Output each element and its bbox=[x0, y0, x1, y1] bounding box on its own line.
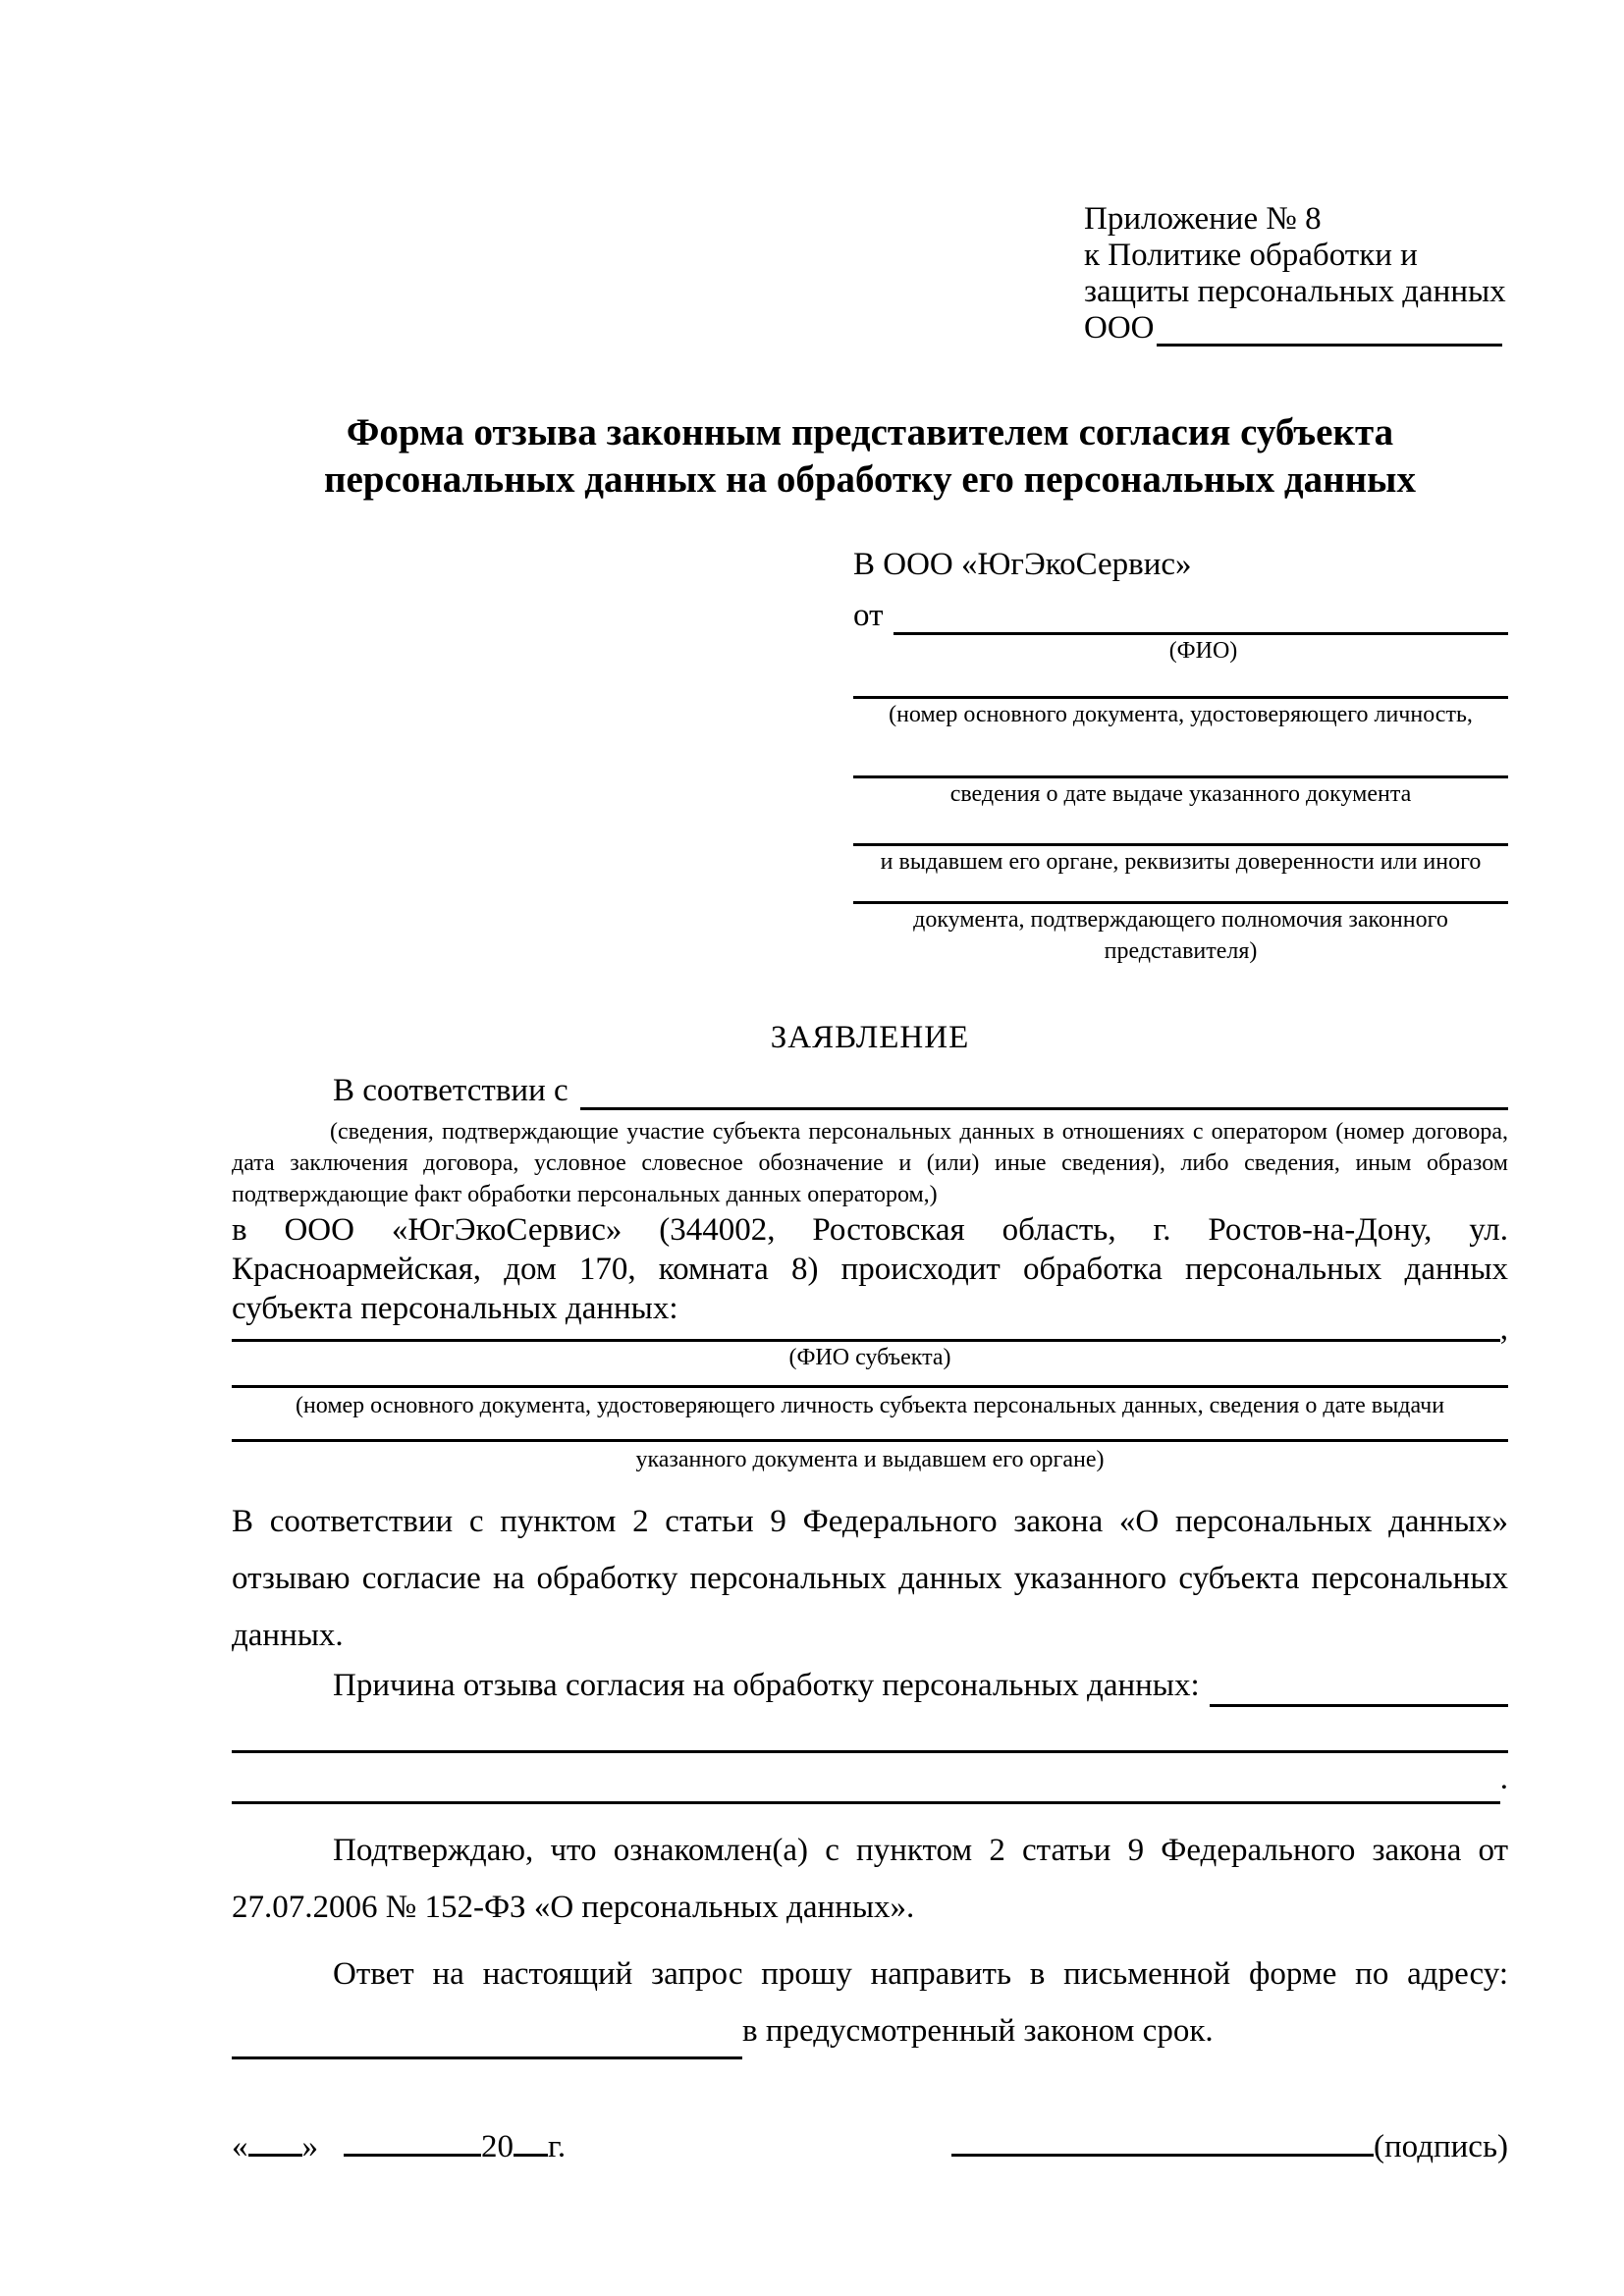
day-quote-open: « bbox=[232, 2129, 248, 2164]
signature-line bbox=[951, 2120, 1508, 2168]
appendix-number: Приложение № 8 bbox=[1084, 201, 1322, 237]
intro-row bbox=[232, 1071, 1508, 1110]
withdrawal-paragraph: В соответствии с пунктом 2 статьи 9 Федерального закона «О персональных данных» отзываю согласие на обработку персональных данных указанного субъекта персональных данных. bbox=[232, 1504, 1508, 1653]
subject-fio-blank bbox=[232, 1315, 1500, 1342]
from-label: от bbox=[853, 598, 884, 633]
appendix-header bbox=[1084, 201, 1508, 347]
reason-trailing-period: . bbox=[1499, 1761, 1508, 1796]
month-blank bbox=[344, 2121, 481, 2157]
statement-heading: ЗАЯВЛЕНИЕ bbox=[770, 1020, 970, 1055]
from-row bbox=[853, 596, 1508, 635]
representative-doc-blank-4 bbox=[853, 878, 1508, 904]
representative-doc-blank-2 bbox=[853, 730, 1508, 778]
operator-paragraph: в ООО «ЮгЭкоСервис» (344002, Ростовская область, г. Ростов-на-Дону, ул. Красноармейская, дом 170, комната 8) происходит обработка персональных данных субъекта персональных данных: bbox=[232, 1212, 1508, 1326]
subject-fio-row bbox=[232, 1311, 1508, 1347]
reply-address-row bbox=[232, 2002, 1508, 2059]
subject-fio-caption: (ФИО субъекта) bbox=[788, 1345, 951, 1370]
intro-prefix: В соответствии с bbox=[333, 1073, 568, 1108]
reply-suffix: в предусмотренный законом срок. bbox=[742, 2013, 1214, 2049]
year-prefix: 20 bbox=[481, 2129, 514, 2164]
subject-fio-trailing-comma: , bbox=[1499, 1311, 1508, 1347]
representative-doc-caption-4: документа, подтверждающего полномочия законного представителя) bbox=[913, 907, 1448, 964]
fio-caption: (ФИО) bbox=[1168, 638, 1238, 664]
date-line bbox=[232, 2121, 566, 2168]
recipient-org: В ООО «ЮгЭкоСервис» bbox=[853, 547, 1192, 582]
reply-block bbox=[232, 1946, 1508, 2059]
org-prefix: ООО bbox=[1084, 310, 1155, 346]
intro-blank bbox=[580, 1078, 1508, 1110]
year-blank bbox=[514, 2121, 548, 2157]
reason-blank-line-2 bbox=[232, 1752, 1500, 1804]
subject-doc-blank-2 bbox=[232, 1421, 1508, 1442]
representative-doc-blank-3 bbox=[853, 810, 1508, 846]
signature-caption: (подпись) bbox=[1374, 2129, 1508, 2164]
day-blank bbox=[248, 2121, 302, 2157]
signature-blank bbox=[951, 2120, 1374, 2157]
document-title bbox=[232, 409, 1508, 504]
subject-doc-caption-2: указанного документа и выдавшем его органе) bbox=[635, 1447, 1105, 1472]
document-title-line-1: Форма отзыва законным представителем согласия субъекта bbox=[346, 411, 1394, 454]
intro-caption: (сведения, подтверждающие участие субъекта персональных данных в отношениях с оператором (номер договора, дата заключения договора, условное словесное обозначение и (или) иные сведения), либо сведения, иным образом подтверждающие факт обработки персональных данных оператором,) bbox=[232, 1119, 1508, 1207]
document-title-line-2: персональных данных на обработку его персональных данных bbox=[323, 458, 1417, 501]
year-suffix: г. bbox=[548, 2129, 567, 2164]
representative-doc-caption-2: сведения о дате выдаче указанного документа bbox=[949, 781, 1412, 807]
footer-row bbox=[232, 2120, 1508, 2168]
day-quote-close: » bbox=[301, 2129, 318, 2164]
from-name-blank bbox=[893, 605, 1509, 635]
representative-doc-blank-1 bbox=[853, 667, 1508, 699]
org-name-row bbox=[1084, 310, 1508, 347]
appendix-ref-line-1: к Политике обработки и bbox=[1084, 238, 1418, 273]
reason-label: Причина отзыва согласия на обработку персональных данных: bbox=[333, 1668, 1200, 1703]
confirm-paragraph: Подтверждаю, что ознакомлен(а) с пунктом 2 статьи 9 Федерального закона от 27.07.2006 № 152-ФЗ «О персональных данных». bbox=[232, 1833, 1508, 1925]
recipient-block bbox=[853, 545, 1508, 967]
reply-prefix: Ответ на настоящий запрос прошу направить в письменной форме по адресу: bbox=[333, 1956, 1508, 1992]
reply-address-blank bbox=[232, 2017, 742, 2059]
reason-blank-inline bbox=[1210, 1673, 1508, 1707]
reason-row bbox=[232, 1664, 1508, 1707]
subject-doc-blank-1 bbox=[232, 1373, 1508, 1388]
subject-doc-caption-1: (номер основного документа, удостоверяющего личность субъекта персональных данных, сведения о дате выдачи bbox=[295, 1393, 1445, 1418]
representative-doc-caption-1: (номер основного документа, удостоверяющего личность, bbox=[889, 702, 1473, 727]
reason-blank-line-1 bbox=[232, 1707, 1508, 1753]
org-name-blank bbox=[1157, 311, 1502, 347]
representative-doc-caption-3: и выдавшем его органе, реквизиты доверенности или иного bbox=[880, 849, 1482, 875]
appendix-ref-line-2: защиты персональных данных bbox=[1084, 274, 1506, 309]
reason-blank-line-2-row bbox=[232, 1753, 1508, 1804]
